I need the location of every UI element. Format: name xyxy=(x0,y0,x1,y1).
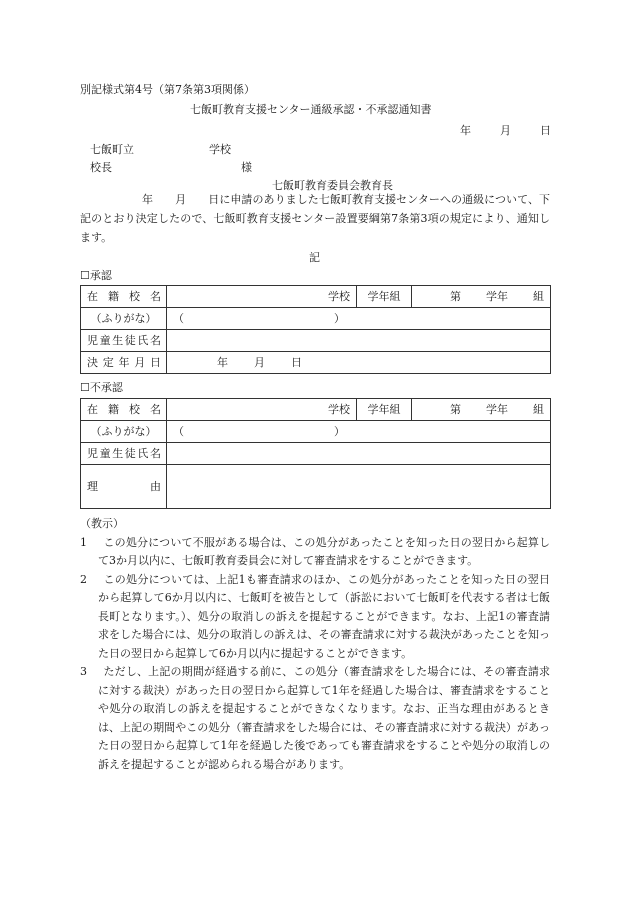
label-char: 氏 xyxy=(137,333,149,347)
label-char: 生 xyxy=(112,333,124,347)
approval-school-row xyxy=(81,286,551,308)
furigana-label: （ふりがな） xyxy=(81,308,167,330)
student-name-field[interactable] xyxy=(167,443,551,465)
label-char: 校 xyxy=(129,402,140,416)
label-char: 児 xyxy=(87,333,98,347)
label-char: 月 xyxy=(134,355,146,369)
document-title: 七飯町教育支援センター通級承認・不承認通知書 xyxy=(190,103,432,116)
label-char: 校 xyxy=(129,289,140,303)
label-char: 理 xyxy=(87,479,98,493)
paren-close: ） xyxy=(334,424,345,438)
addressee-school-prefix: 七飯町立 xyxy=(90,143,134,156)
notice-number: 2 xyxy=(80,572,87,586)
date-day: 日 xyxy=(540,124,551,137)
form-reference: 別記様式第4号（第7条第3項関係） xyxy=(80,83,255,96)
grade-class-label: 学年組 xyxy=(357,399,412,421)
notice-text: この処分については、上記1も審査請求のほか、この処分があったことを知った日の翌日から起算して6か月以内に、七飯町を被告として（訴訟において七飯町を代表する者は七飯長町となります。）、処分の取消しの訴えを提起することができます。なお、上記1の審査請求をした場合には、処分の取消しの訴えは、その審査請求に対する裁決があったことを知った日の翌日から起算して6か月以内に提起することができます。 xyxy=(98,572,550,660)
student-name-field[interactable] xyxy=(167,330,551,352)
label-char: 名 xyxy=(149,333,161,347)
label-char: 徒 xyxy=(124,446,136,460)
intro-text: 日に申請のありました七飯町教育支援センターへの通級について、下記のとおり決定したので、七飯町教育支援センター設置要綱第7条第3項の規定により、通知します。 xyxy=(80,193,550,244)
label-char: 籍 xyxy=(108,289,119,303)
decision-day: 日 xyxy=(291,355,302,369)
grade-dai: 第 xyxy=(450,402,461,416)
addressee-school xyxy=(90,143,231,156)
furigana-label: （ふりがな） xyxy=(81,421,167,443)
grade-kumi: 組 xyxy=(533,402,544,416)
school-name-field[interactable] xyxy=(167,399,357,421)
notice-item-1 xyxy=(80,534,550,571)
notice-text: ただし、上記の期間が経過する前に、この処分（審査請求をした場合には、その審査請求に対する裁決）があった日の翌日から起算して1年を経過した場合は、審査請求をすることや処分の取消しの訴えを提起することができなくなります。なお、正当な理由があるときは、上記の期間やこの処分（審査請求をした場合には、その審査請求に対する裁決）があった日の翌日から起算して1年を経過した後であっても審査請求をすることや処分の取消しの訴えを提起することが認められる場合があります。 xyxy=(98,665,550,771)
disapproval-reason-row xyxy=(81,465,551,509)
label-char: 童 xyxy=(99,333,111,347)
approval-checkbox-heading[interactable]: ☐承認 xyxy=(80,269,112,282)
decision-year: 年 xyxy=(217,355,228,369)
label-char: 童 xyxy=(99,446,111,460)
decision-date-label xyxy=(81,352,167,374)
notice-item-2 xyxy=(80,571,550,664)
principal-honorific: 様 xyxy=(241,161,252,174)
grade-kumi: 組 xyxy=(533,289,544,303)
label-char: 籍 xyxy=(108,402,119,416)
intro-paragraph xyxy=(80,190,550,247)
grade-class-label: 学年組 xyxy=(357,286,412,308)
reason-field[interactable] xyxy=(167,465,551,509)
school-name-field[interactable] xyxy=(167,286,357,308)
label-char: 氏 xyxy=(137,446,149,460)
approval-table xyxy=(80,285,551,374)
grade-class-field[interactable] xyxy=(412,399,551,421)
disapproval-student-row xyxy=(81,443,551,465)
grade-class-field[interactable] xyxy=(412,286,551,308)
disapproval-school-row xyxy=(81,399,551,421)
paren-close: ） xyxy=(334,311,345,325)
furigana-field[interactable] xyxy=(167,308,551,330)
date-year: 年 xyxy=(460,124,471,137)
student-name-label xyxy=(81,330,167,352)
intro-year: 年 xyxy=(142,193,154,206)
notice-number: 3 xyxy=(80,665,87,678)
paren-open: （ xyxy=(173,311,184,325)
label-char: 定 xyxy=(102,355,114,369)
label-char: 由 xyxy=(150,479,161,493)
date-month: 月 xyxy=(500,124,511,137)
intro-month: 月 xyxy=(175,193,187,206)
school-suffix: 学校 xyxy=(328,289,350,303)
date-line xyxy=(460,124,551,137)
label-char: 名 xyxy=(150,289,161,303)
notice-item-3 xyxy=(80,663,550,774)
decision-date-field[interactable] xyxy=(167,352,551,374)
approval-furigana-row xyxy=(81,308,551,330)
label-char: 名 xyxy=(150,402,161,416)
label-char: 在 xyxy=(87,402,98,416)
reason-label xyxy=(81,465,167,509)
label-char: 名 xyxy=(149,446,161,460)
furigana-field[interactable] xyxy=(167,421,551,443)
disapproval-checkbox-heading[interactable]: ☐不承認 xyxy=(80,381,123,394)
grade-gakunen: 学年 xyxy=(486,402,508,416)
label-char: 年 xyxy=(118,355,130,369)
label-char: 児 xyxy=(87,446,98,460)
school-name-label xyxy=(81,286,167,308)
school-name-label xyxy=(81,399,167,421)
label-char: 日 xyxy=(150,355,161,369)
label-char: 徒 xyxy=(124,333,136,347)
student-name-label xyxy=(81,443,167,465)
notice-heading: （教示） xyxy=(80,517,124,530)
notice-number: 1 xyxy=(80,535,87,549)
disapproval-furigana-row xyxy=(81,421,551,443)
paren-open: （ xyxy=(173,424,184,438)
notice-section xyxy=(80,515,550,774)
label-char: 生 xyxy=(112,446,124,460)
approval-decision-row xyxy=(81,352,551,374)
addressee-principal xyxy=(90,161,252,174)
principal-label: 校長 xyxy=(90,161,112,174)
grade-dai: 第 xyxy=(450,289,461,303)
label-char: 決 xyxy=(87,355,98,369)
ki-mark: 記 xyxy=(309,251,320,264)
approval-student-row xyxy=(81,330,551,352)
notice-text: この処分について不服がある場合は、この処分があったことを知った日の翌日から起算して3か月以内に、七飯町教育委員会に対して審査請求をすることができます。 xyxy=(98,535,550,567)
school-suffix: 学校 xyxy=(328,402,350,416)
label-char: 在 xyxy=(87,289,98,303)
decision-month: 月 xyxy=(254,355,265,369)
sender: 七飯町教育委員会教育長 xyxy=(272,179,393,192)
addressee-school-suffix: 学校 xyxy=(209,143,231,156)
disapproval-table xyxy=(80,398,551,509)
grade-gakunen: 学年 xyxy=(486,289,508,303)
